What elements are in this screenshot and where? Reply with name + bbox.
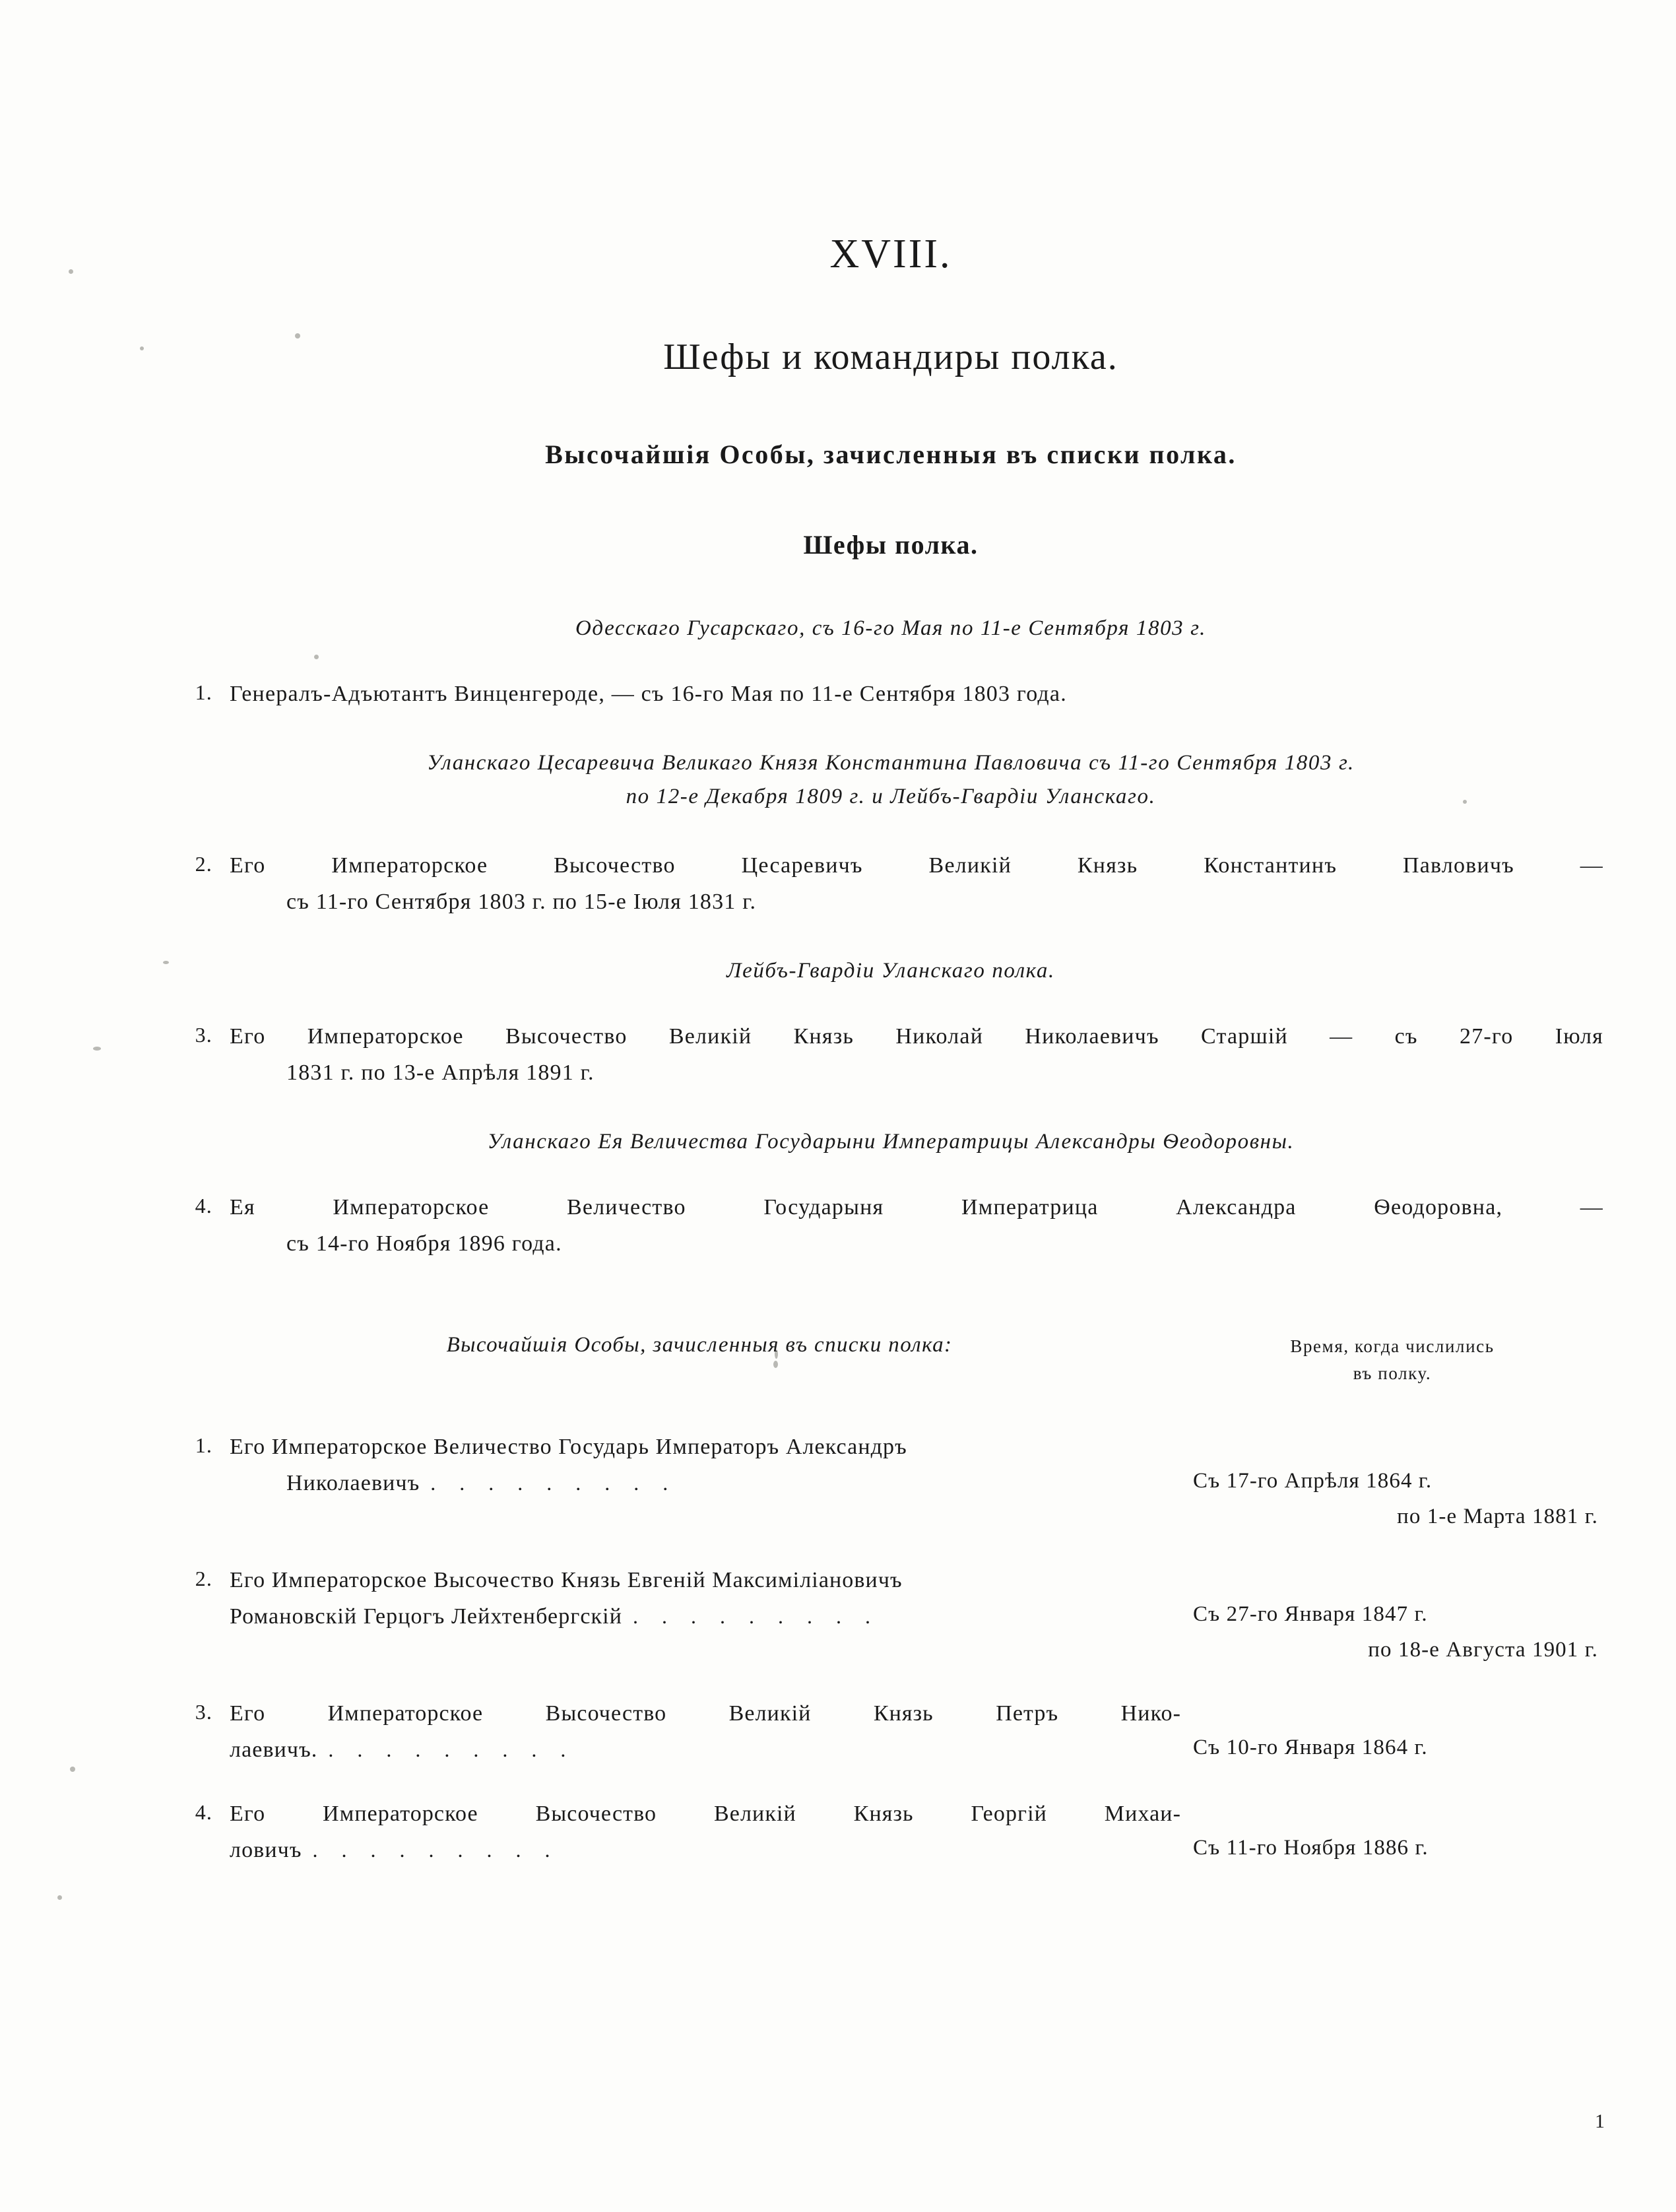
chief-entry-number: 1. <box>195 680 212 705</box>
chief-entry-text <box>230 847 1603 920</box>
chief-entry-number: 3. <box>195 1022 212 1047</box>
list-item-line-1: Его Императорское Величество Государь Императоръ Александръ <box>230 1435 907 1460</box>
list-item-number: 2. <box>195 1567 212 1591</box>
rubric-line-1: Уланскаго Цесаревича Великаго Князя Константина Павловича съ 11-го Сентября 1803 г. <box>427 751 1355 775</box>
list-item-number: 4. <box>195 1800 212 1825</box>
list-item-name <box>230 1695 1181 1768</box>
list-item-dates <box>1181 1796 1603 1866</box>
list-item-line-1: Его Императорское Высочество Князь Евгеній Максиміліановичъ <box>230 1568 903 1593</box>
scan-speck <box>163 961 169 964</box>
list-item-line-1: Его Императорское Высочество Великій Князь Петръ Нико- <box>230 1701 1181 1726</box>
list-item-number: 1. <box>195 1433 212 1458</box>
chief-entry-text <box>230 1189 1603 1262</box>
chief-entry-text <box>230 1018 1603 1091</box>
list-item <box>178 1796 1603 1868</box>
chief-entry <box>178 1189 1603 1262</box>
list-item-dates <box>1181 1695 1603 1765</box>
section-title: Высочайшія Особы, зачисленныя въ списки полка. <box>545 439 1237 469</box>
subsection-title: Шефы полка. <box>803 530 979 560</box>
list-item <box>178 1429 1603 1534</box>
list-header-date-line-1: Время, когда числились <box>1290 1336 1495 1357</box>
rubric-line-2: по 12-е Декабря 1809 г. и Лейбъ-Гвардіи Уланскаго. <box>626 785 1156 809</box>
list-header-date-column <box>1181 1333 1603 1386</box>
list-item <box>178 1562 1603 1668</box>
rubric-ulan-alexandra: Уланскаго Ея Величества Государыни Императрицы Александры Ѳеодоровны. <box>487 1129 1295 1154</box>
chief-entry-text <box>230 676 1603 712</box>
document-body <box>178 231 1603 1896</box>
list-item-date-from: Съ 17-го Апрѣля 1864 г. <box>1193 1469 1433 1493</box>
list-header-title: Высочайшія Особы, зачисленныя въ списки полка: <box>446 1333 953 1357</box>
rubric-odessa-hussar: Одесскаго Гусарскаго, съ 16-го Мая по 11-е Сентября 1803 г. <box>575 616 1207 640</box>
chapter-number: XVIII. <box>829 232 952 276</box>
page-number: 1 <box>1595 2110 1605 2132</box>
leader-dots: . . . . . . . . . <box>633 1604 880 1629</box>
list-item-line-1: Его Императорское Высочество Великій Князь Георгій Михаи- <box>230 1802 1181 1827</box>
chief-entry-line: Его Императорское Высочество Цесаревичъ Великій Князь Константинъ Павловичъ — <box>230 853 1603 878</box>
leader-dots: . . . . . . . . . <box>430 1471 678 1495</box>
list-item-line-2: ловичъ . . . . . . . . . <box>230 1838 560 1863</box>
list-header <box>178 1333 1603 1386</box>
list-header-date-line-2: въ полку. <box>1353 1363 1432 1383</box>
list-item <box>178 1695 1603 1768</box>
chief-entry-number: 2. <box>195 851 212 876</box>
chief-entry-line: съ 11-го Сентября 1803 г. по 15-е Іюля 1831 г. <box>286 889 757 914</box>
scan-speck <box>69 269 73 274</box>
list-item-line-2: Романовскій Герцогъ Лейхтенбергскій . . . . . . . . . <box>230 1604 880 1629</box>
list-item-date-to: по 18-е Августа 1901 г. <box>1368 1637 1598 1662</box>
list-item-dates <box>1181 1429 1603 1534</box>
list-item-date-from: Съ 10-го Января 1864 г. <box>1193 1736 1428 1760</box>
list-item-dates <box>1181 1562 1603 1668</box>
chapter-title: Шефы и командиры полка. <box>663 337 1118 377</box>
list-item-date-to: по 1-е Марта 1881 г. <box>1397 1504 1598 1528</box>
chief-entry-line: съ 14-го Ноября 1896 года. <box>286 1231 562 1256</box>
scan-speck <box>93 1047 101 1051</box>
list-item-number: 3. <box>195 1700 212 1724</box>
chief-entry <box>178 676 1603 712</box>
list-item-name <box>230 1796 1181 1868</box>
chief-entry <box>178 847 1603 920</box>
list-item-name <box>230 1429 1181 1501</box>
chief-entry-line: 1831 г. по 13-е Апрѣля 1891 г. <box>286 1060 595 1085</box>
chief-entry-number: 4. <box>195 1194 212 1218</box>
rubric-leib-guard-ulan: Лейбъ-Гвардіи Уланскаго полка. <box>726 958 1055 983</box>
list-item-line-2: лаевичъ. . . . . . . . . . <box>230 1738 575 1763</box>
chief-entry-line: Генералъ-Адъютантъ Винценгероде, — съ 16-го Мая по 11-е Сентября 1803 года. <box>230 682 1067 707</box>
leader-dots: . . . . . . . . . <box>328 1738 575 1762</box>
leader-dots: . . . . . . . . . <box>312 1838 560 1862</box>
list-item-line-2: Николаевичъ . . . . . . . . . <box>286 1471 678 1496</box>
rubric-ulan-konstantin <box>178 746 1603 814</box>
list-item-date-from: Съ 27-го Января 1847 г. <box>1193 1602 1428 1627</box>
scan-speck <box>70 1767 75 1772</box>
scan-speck <box>57 1895 62 1900</box>
scan-speck <box>140 346 144 350</box>
chief-entry-line: Ея Императорское Величество Государыня Императрица Александра Ѳеодоровна, — <box>230 1195 1603 1220</box>
chief-entry-line: Его Императорское Высочество Великій Князь Николай Николаевичъ Старшій — съ 27-го Іюля <box>230 1024 1603 1049</box>
chief-entry <box>178 1018 1603 1091</box>
list-item-name <box>230 1562 1181 1635</box>
list-item-date-from: Съ 11-го Ноября 1886 г. <box>1193 1836 1429 1860</box>
